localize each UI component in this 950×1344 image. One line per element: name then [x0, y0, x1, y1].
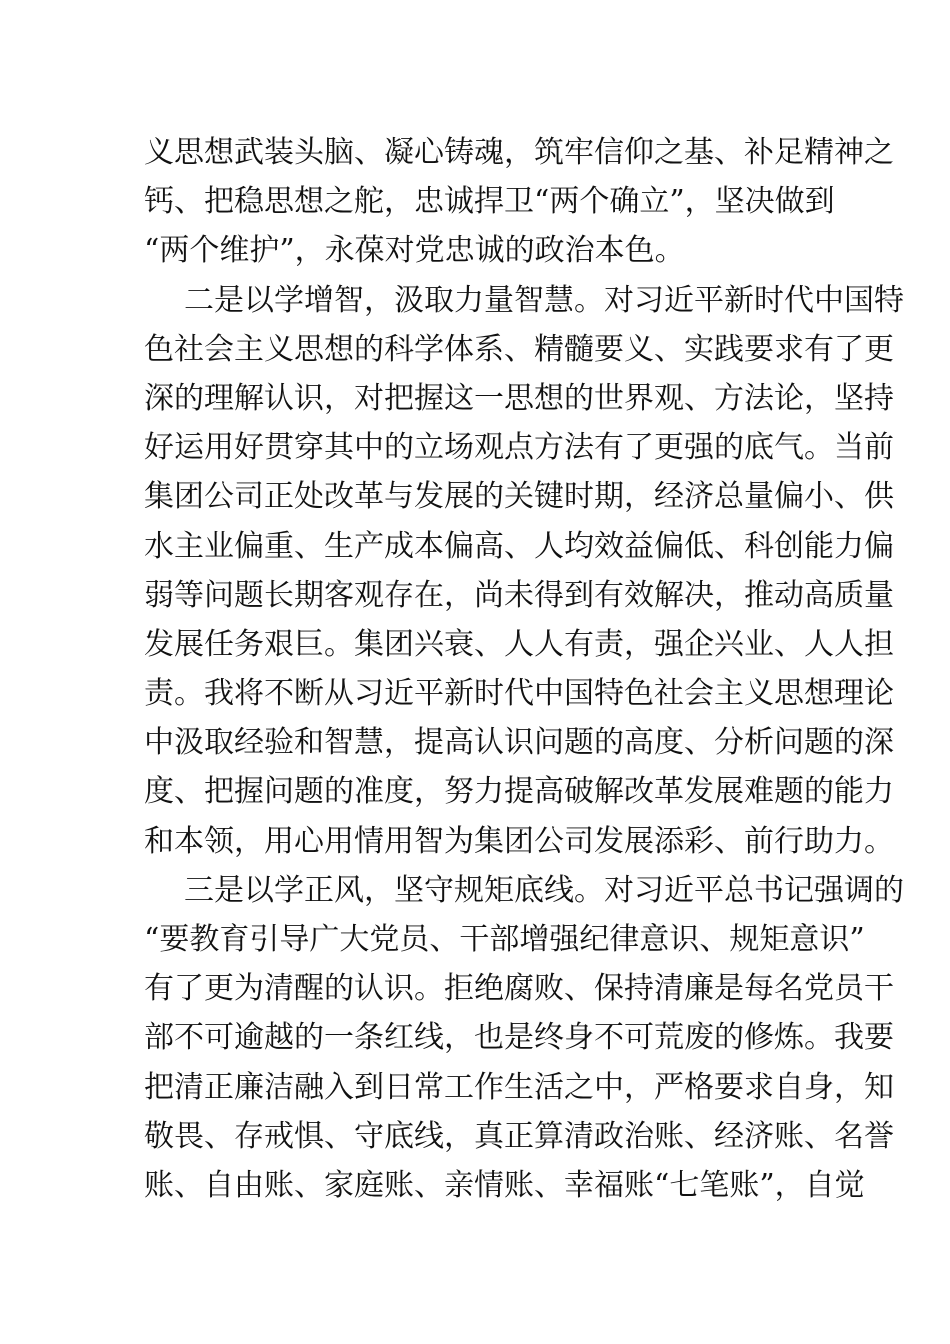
text-line: 深的理解认识，对把握这一思想的世界观、方法论，坚持: [144, 380, 894, 416]
text-line: 度、把握问题的准度，努力提高破解改革发展难题的能力: [144, 774, 894, 810]
text-line: 和本领，用心用情用智为集团公司发展添彩、前行助力。: [144, 823, 894, 859]
text-line: 义思想武装头脑、凝心铸魂，筑牢信仰之基、补足精神之: [144, 135, 894, 170]
text-line: “两个维护”，永葆对党忠诚的政治本色。: [144, 233, 685, 269]
text-line: 有了更为清醒的认识。拒绝腐败、保持清廉是每名党员干: [144, 971, 894, 1007]
text-line: 弱等问题长期客观存在，尚未得到有效解决，推动高质量: [144, 577, 894, 613]
document-body: [144, 128, 904, 1210]
text-line: 好运用好贯穿其中的立场观点方法有了更强的底气。当前: [144, 430, 894, 466]
text-line: 部不可逾越的一条红线，也是终身不可荒废的修炼。我要: [144, 1020, 894, 1056]
text-line: 水主业偏重、生产成本偏高、人均效益偏低、科创能力偏: [144, 528, 894, 564]
text-line: 账、自由账、家庭账、亲情账、幸福账“七笔账”，自觉: [144, 1167, 865, 1203]
text-line: 责。我将不断从习近平新时代中国特色社会主义思想理论: [144, 676, 894, 712]
text-line: “要教育引导广大党员、干部增强纪律意识、规矩意识”: [144, 922, 865, 957]
text-line: 把清正廉洁融入到日常工作生活之中，严格要求自身，知: [144, 1069, 894, 1105]
text-line: 色社会主义思想的科学体系、精髓要义、实践要求有了更: [144, 331, 894, 367]
text-line: 敬畏、存戒惧、守底线，真正算清政治账、经济账、名誉: [144, 1118, 894, 1154]
text-line: 钙、把稳思想之舵，忠诚捍卫“两个确立”，坚决做到: [144, 184, 835, 220]
text-line: 二是以学增智，汲取力量智慧。对习近平新时代中国特: [184, 282, 904, 318]
text-line: 中汲取经验和智慧，提高认识问题的高度、分析问题的深: [144, 725, 894, 761]
text-line: 发展任务艰巨。集团兴衰、人人有责，强企兴业、人人担: [144, 626, 894, 662]
text-line: 三是以学正风，坚守规矩底线。对习近平总书记强调的: [184, 872, 904, 908]
text-line: 集团公司正处改革与发展的关键时期，经济总量偏小、供: [144, 479, 894, 515]
